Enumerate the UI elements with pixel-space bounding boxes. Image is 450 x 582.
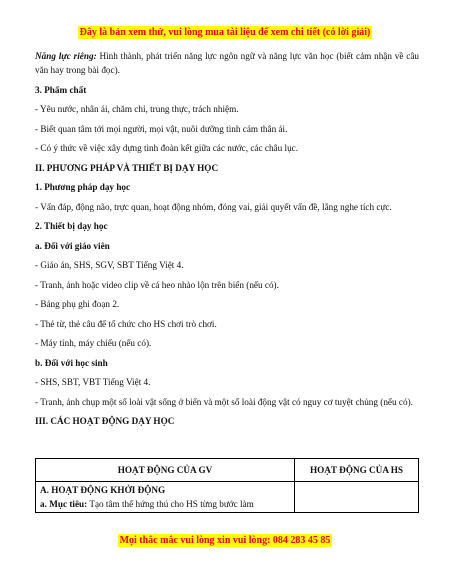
nang-luc-rieng-label: Năng lực riêng: (35, 51, 97, 61)
list-item: - Giáo án, SHS, SGV, SBT Tiếng Việt 4. (35, 260, 184, 270)
preview-banner-text: Đây là bản xem thử, vui lòng mua tài liệu để xem chi tiết (có lời giải) (79, 27, 371, 38)
list-item: - SHS, SBT, VBT Tiếng Việt 4. (35, 377, 151, 387)
section-3-heading: 3. Phẩm chất (35, 84, 87, 95)
contact-banner (0, 535, 450, 546)
contact-banner-text: Mọi thắc mắc vui lòng xin vui lòng: 084 283 45 85 (119, 535, 331, 546)
document-body (35, 49, 419, 434)
thiet-bi-heading: 2. Thiết bị dạy học (35, 221, 108, 231)
section-III-heading: III. CÁC HOẠT ĐỘNG DẠY HỌC (35, 416, 175, 426)
khoi-dong-title: A. HOẠT ĐỘNG KHỞI ĐỘNG (40, 485, 166, 495)
list-item: - Yêu nước, nhân ái, chăm chỉ, trung thực, trách nhiệm. (35, 104, 239, 114)
list-item: - Máy tính, máy chiếu (nếu có). (35, 338, 152, 348)
muc-tieu-line (40, 499, 290, 509)
header-hs: HOẠT ĐỘNG CỦA HS (295, 459, 419, 482)
muc-tieu-text: Tạo tâm thế hứng thú cho HS từng bước làm (87, 499, 254, 509)
header-gv: HOẠT ĐỘNG CỦA GV (36, 459, 295, 482)
nang-luc-rieng-text: Hình thành, phát triển năng lực ngôn ngữ và năng lực văn học (biết cảm nhận về câu văn hay trong bài đọc). (35, 51, 419, 75)
list-item: - Biết quan tâm tới mọi người, mọi vật, nuôi dưỡng tình cảm thân ái. (35, 123, 288, 134)
muc-tieu-label: a. Mục tiêu: (40, 499, 88, 509)
giao-vien-heading: a. Đối với giáo viên (35, 240, 110, 251)
hs-cell (295, 482, 419, 513)
list-item: - Tranh, ảnh hoặc video clip về cá heo nhào lộn trên biển (nếu có). (35, 279, 279, 290)
gv-cell (36, 482, 295, 513)
phuong-phap-text: - Vấn đáp, động não, trực quan, hoạt động nhóm, đóng vai, giải quyết vấn đề, lắng nghe tích cực. (35, 201, 392, 212)
preview-banner (0, 27, 450, 38)
activities-table (35, 458, 419, 513)
hoc-sinh-heading: b. Đối với học sinh (35, 357, 108, 368)
phuong-phap-heading: 1. Phương pháp dạy học (35, 182, 131, 192)
table-header-row (36, 459, 419, 482)
nang-luc-rieng-paragraph (35, 49, 419, 77)
list-item: - Thẻ từ, thẻ câu để tổ chức cho HS chơi trò chơi. (35, 318, 217, 329)
section-II-heading: II. PHƯƠNG PHÁP VÀ THIẾT BỊ DẠY HỌC (35, 162, 219, 173)
list-item: - Bảng phụ ghi đoạn 2. (35, 299, 120, 309)
list-item: - Có ý thức về việc xây dựng tình đoàn kết giữa các nước, các châu lục. (35, 143, 299, 153)
table-row (36, 482, 419, 513)
list-item: - Tranh, ảnh chụp một số loài vật sống ở biển và một số loài động vật có nguy cơ tuyệt chủng (nếu có). (35, 396, 413, 407)
